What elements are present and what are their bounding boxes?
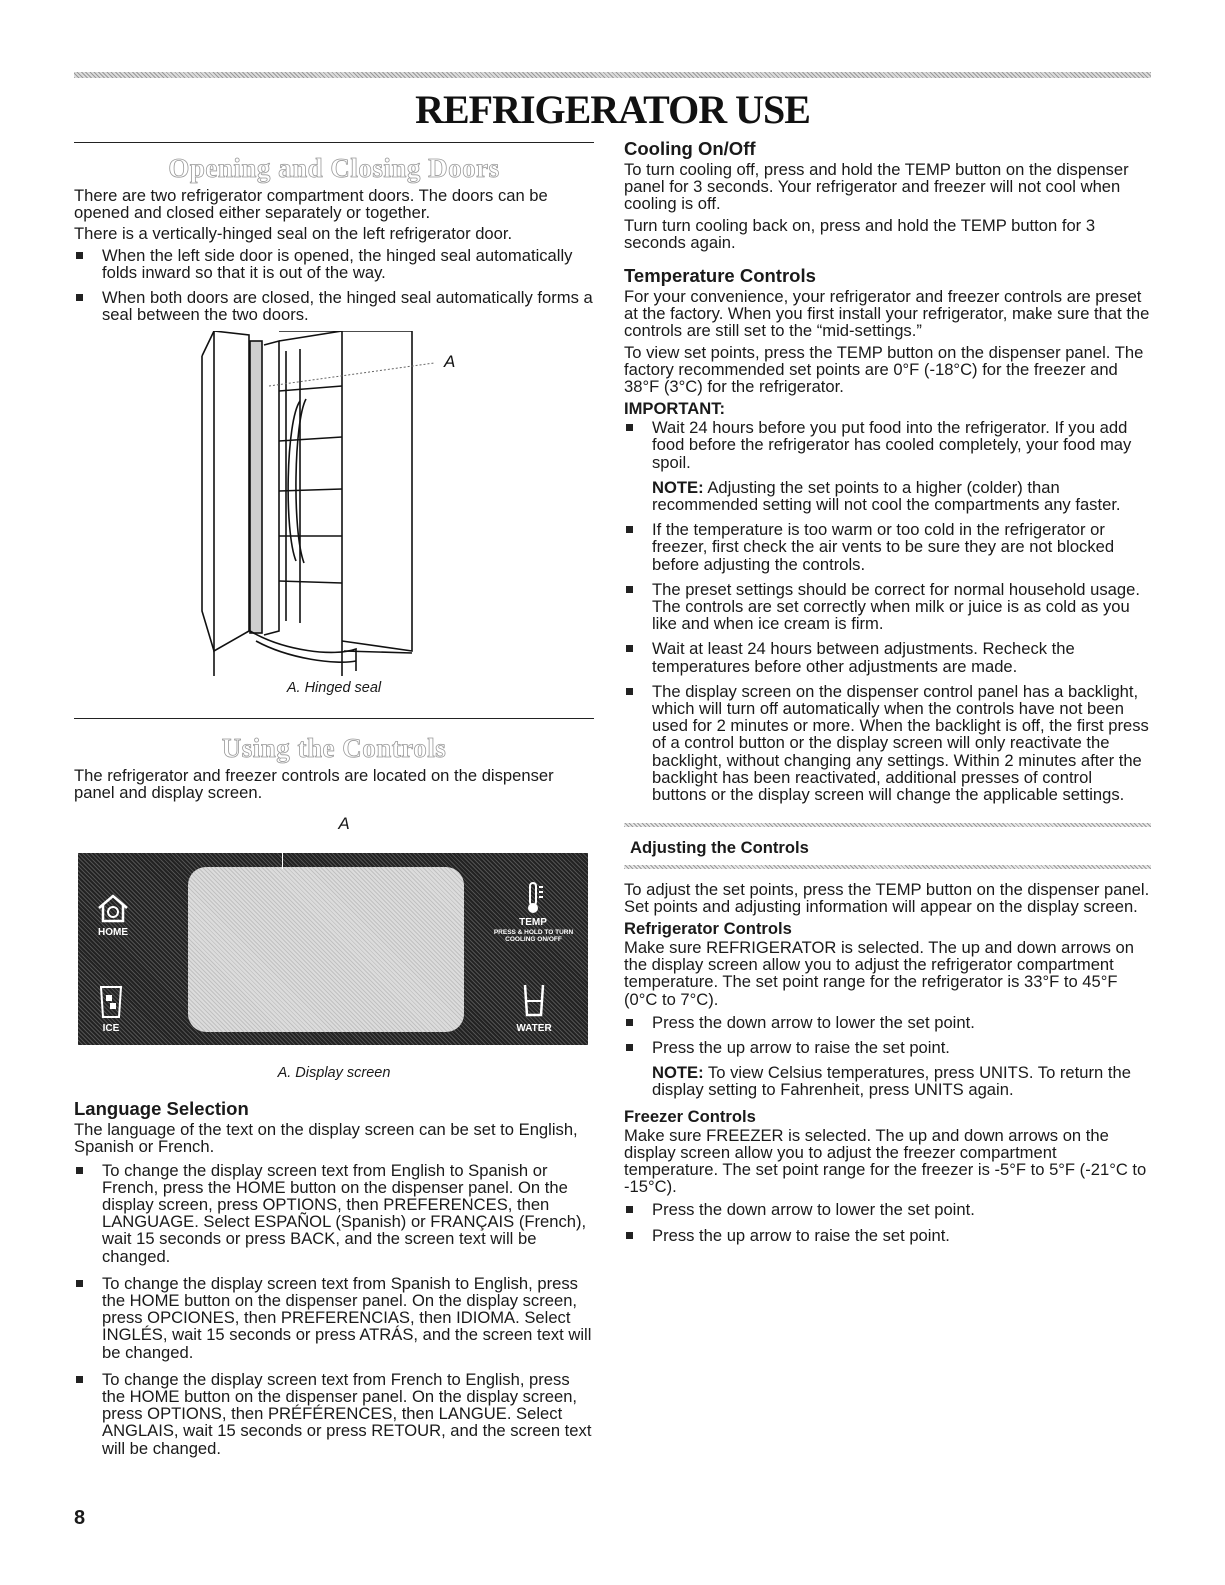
list-item: When the left side door is opened, the hinged seal automatically folds inward so that it is out of the way. [74, 247, 594, 281]
opening-bullet-list [74, 247, 594, 324]
list-item: Wait 24 hours before you put food into the refrigerator. If you add food before the refrigerator has cooled completely, your food may spoil. [624, 419, 1151, 471]
adjusting-paragraph: To adjust the set points, press the TEMP button on the dispenser panel. Set points and adjusting information will appear on the display screen. [624, 879, 1150, 916]
hinged-seal-caption: A. Hinged seal [286, 680, 382, 697]
opening-paragraph-1: There are two refrigerator compartment doors. The doors can be opened and closed either separately or together. [74, 186, 548, 223]
list-item: Wait at least 24 hours between adjustments. Recheck the temperatures before other adjustments are made. [624, 640, 1151, 674]
list-item: To change the display screen text from English to Spanish or French, press the HOME button on the dispenser panel. On the display screen, press OPTIONS, then PREFERENCES, then LANGUAGE. Select ESPAÑOL (Spanish) or FRANÇAIS (French), wait 15 seconds or press BACK, and the screen text will be changed. [74, 1162, 594, 1265]
note-label: NOTE: [652, 477, 704, 497]
list-item: The preset settings should be correct for normal household usage. The controls are set correctly when milk or juice is as cold as you like and when ice cream is firm. [624, 581, 1151, 633]
language-heading: Language Selection [74, 1098, 249, 1120]
ice-icon [98, 985, 124, 1019]
list-item: Press the up arrow to raise the set point. [624, 1227, 1151, 1244]
language-paragraph: The language of the text on the display screen can be set to English, Spanish or French. [74, 1120, 578, 1157]
right-column [624, 138, 1151, 1252]
thermometer-icon [521, 881, 545, 915]
dispenser-panel-figure [78, 853, 588, 1045]
water-icon [523, 983, 545, 1017]
dotted-rule [624, 865, 1151, 869]
panel-callout-a: A [338, 814, 350, 834]
ice-label: ICE [102, 1023, 120, 1035]
refrigerator-bullet-list [624, 1014, 1151, 1056]
freezer-controls-paragraph: Make sure FREEZER is selected. The up and down arrows on the display screen allow you to adjust the freezer compartment temperature. The set point range for the freezer is -5°F to 5°F (-21°C to -15°C). [624, 1125, 1147, 1197]
water-label: WATER [516, 1023, 552, 1035]
home-icon [96, 893, 130, 923]
note-label: NOTE: [652, 1063, 704, 1083]
list-item: If the temperature is too warm or too cold in the refrigerator or freezer, first check the air vents to be sure they are not blocked before adjusting the controls. [624, 521, 1151, 573]
page-title: REFRIGERATOR USE [415, 87, 810, 132]
opening-paragraph-2: There is a vertically-hinged seal on the left refrigerator door. [74, 224, 513, 244]
list-item: Press the down arrow to lower the set point. [624, 1201, 1151, 1218]
figure-callout-a: A [444, 352, 456, 372]
freezer-controls-heading: Freezer Controls [624, 1106, 756, 1126]
temp-sub-label-2: COOLING ON/OFF [505, 936, 562, 944]
temp-sub-label-1: PRESS & HOLD TO TURN [493, 929, 574, 937]
page-number: 8 [74, 1507, 86, 1529]
list-item: To change the display screen text from Spanish to English, press the HOME button on the dispenser panel. On the display screen, press OPCIONES, then PREFERENCIAS, then IDIOMA. Select INGLÉS, wait 15 seconds or press ATRÁS, and the screen text will be changed. [74, 1275, 594, 1361]
units-note [624, 1064, 1151, 1098]
left-column [74, 142, 594, 1465]
cooling-paragraph-2: Turn turn cooling back on, press and hold the TEMP button for 3 seconds again. [624, 215, 1096, 252]
temperature-bullet-list [624, 419, 1151, 471]
controls-heading: Using the Controls [221, 732, 447, 763]
fridge-door-illustration [74, 331, 594, 676]
note-text: Adjusting the set points to a higher (colder) than recommended setting will not cool the compartments any faster. [652, 477, 1121, 515]
temperature-paragraph-2: To view set points, press the TEMP button on the dispenser panel. The factory recommended set points are 0°F (-18°C) for the freezer and 38°F (3°C) for the refrigerator. [624, 342, 1144, 397]
home-label: HOME [98, 927, 128, 939]
refrigerator-controls-paragraph: Make sure REFRIGERATOR is selected. The up and down arrows on the display screen allow you to adjust the refrigerator compartment temperature. The set point range for the refrigerator is 33°F to 45°F (0°C to 7°C). [624, 937, 1135, 1009]
adjusting-controls-box [624, 823, 1151, 868]
language-bullet-list [74, 1162, 594, 1457]
cooling-paragraph-1: To turn cooling off, press and hold the TEMP button on the dispenser panel for 3 seconds. Your refrigerator and freezer will not cool when cooling is off. [624, 160, 1129, 214]
temperature-heading: Temperature Controls [624, 265, 816, 287]
list-item: To change the display screen text from French to English, press the HOME button on the dispenser panel. On the display screen, press OPTIONS, then PRÉFÉRENCES, then LANGUE. Select ANGLAIS, wait 15 seconds or press RETOUR, and the screen text will be changed. [74, 1371, 594, 1457]
display-screen [188, 867, 464, 1032]
temperature-note [624, 479, 1151, 513]
hinged-seal-figure [74, 331, 594, 676]
freezer-bullet-list [624, 1201, 1151, 1243]
section-rule [74, 718, 594, 719]
refrigerator-controls-heading: Refrigerator Controls [624, 918, 792, 938]
temperature-paragraph-1: For your convenience, your refrigerator and freezer controls are preset at the factory. When you first install your refrigerator, make sure that the controls are still set to the “mid-settings.” [624, 287, 1150, 341]
list-item: The display screen on the dispenser control panel has a backlight, which will turn off automatically when the controls have not been used for 2 minutes or more. When the backlight is off, the first press of a control button or the display screen will only reactivate the backlight, without changing any settings. Within 2 minutes after the backlight has been reactivated, additional presses of control buttons or the display screen will change the applicable settings. [624, 683, 1151, 803]
important-label: IMPORTANT: [624, 399, 726, 419]
temp-label: TEMP [519, 917, 547, 929]
list-item: Press the up arrow to raise the set point. [624, 1039, 1151, 1056]
list-item: When both doors are closed, the hinged seal automatically forms a seal between the two doors. [74, 289, 594, 323]
cooling-heading: Cooling On/Off [624, 138, 756, 159]
opening-heading: Opening and Closing Doors [168, 153, 500, 183]
list-item: Press the down arrow to lower the set point. [624, 1014, 1151, 1031]
controls-paragraph: The refrigerator and freezer controls are located on the dispenser panel and display screen. [74, 765, 554, 802]
adjusting-heading: Adjusting the Controls [630, 838, 809, 858]
top-decorative-rule [74, 72, 1151, 78]
note-text: To view Celsius temperatures, press UNITS. To return the display setting to Fahrenheit, press UNITS again. [652, 1063, 1131, 1100]
callout-leader [282, 835, 283, 869]
temperature-bullet-list-2 [624, 521, 1151, 803]
display-screen-caption: A. Display screen [277, 1065, 391, 1082]
section-rule [74, 142, 594, 143]
